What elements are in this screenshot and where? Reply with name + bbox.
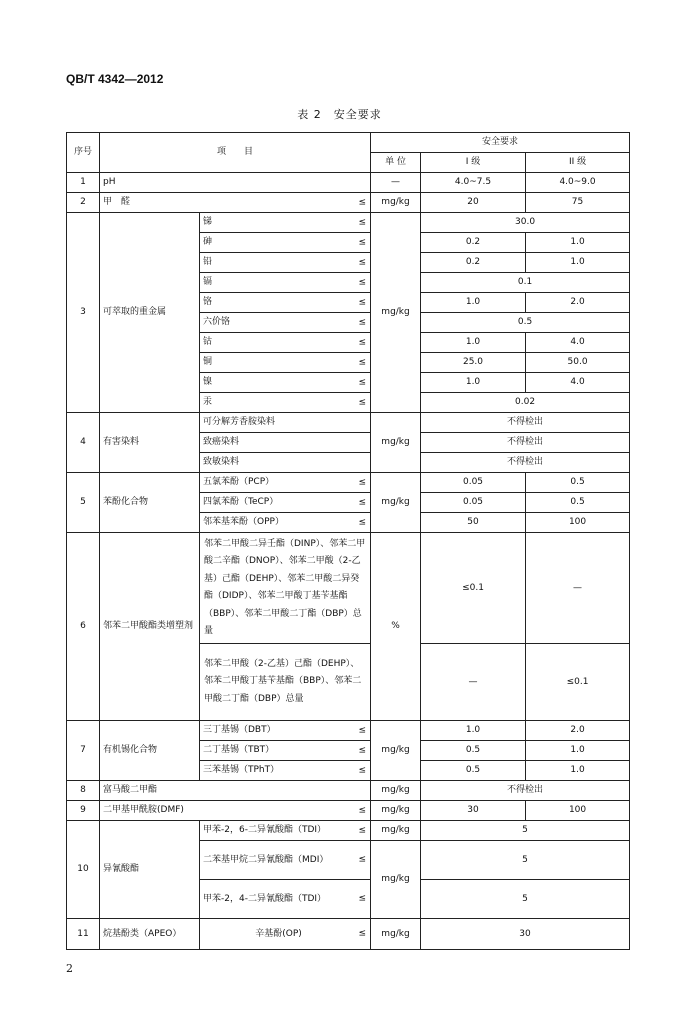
le-sign: ≤ [358, 928, 367, 939]
sub-item [200, 253, 371, 273]
sub-item-label: 锑 [203, 217, 213, 227]
sub-item [200, 841, 371, 880]
le-sign: ≤ [358, 765, 367, 775]
le-sign: ≤ [358, 377, 367, 387]
standard-code: QB/T 4342—2012 [66, 72, 164, 86]
row-grade2: 2.0 [526, 293, 630, 313]
sub-item-label: 镍 [203, 377, 213, 387]
row-grade1: 0.05 [421, 473, 526, 493]
value-both: 不得检出 [421, 433, 630, 453]
row-unit: mg/kg [371, 473, 421, 533]
value-both: 30.0 [421, 213, 630, 233]
row-grade1: 50 [421, 513, 526, 533]
row-unit: mg/kg [371, 821, 421, 841]
row-grade2: — [526, 533, 630, 644]
row-grade2: 4.0 [526, 373, 630, 393]
table-row [67, 213, 630, 233]
sub-item-label: 铬 [203, 297, 213, 307]
le-sign: ≤ [358, 517, 367, 527]
row-grade1: 0.05 [421, 493, 526, 513]
row-grade2: 75 [526, 193, 630, 213]
row-grade1: 30 [421, 801, 526, 821]
sub-item-label: 甲苯-2，4-二异氰酸酯（TDI） [203, 893, 327, 904]
row-grade1: 0.2 [421, 233, 526, 253]
table-row [67, 193, 630, 213]
sub-item [200, 333, 371, 353]
header-safety-req: 安全要求 [371, 133, 630, 153]
table-caption: 表 2 安全要求 [297, 108, 382, 121]
row-grade2: 4.0 [526, 333, 630, 353]
row-item: 可萃取的重金属 [100, 213, 200, 413]
sub-item: 致敏染料 [200, 453, 371, 473]
le-sign: ≤ [358, 825, 367, 835]
row-unit: mg/kg [371, 781, 421, 801]
row-no: 4 [67, 413, 100, 473]
sub-item-label: 六价铬 [203, 317, 231, 327]
sub-item: 邻苯二甲酸二异壬酯（DINP）、邻苯二甲酸二辛酯（DNOP）、邻苯二甲酸（2-乙基）己酯（DEHP）、邻苯二甲酸二异癸酯（DIDP）、邻苯二甲酸丁基苄基酯（BBP）、邻苯二甲酸二丁酯（DBP）总量 [200, 533, 371, 644]
row-grade1: 4.0~7.5 [421, 173, 526, 193]
le-sign: ≤ [358, 397, 367, 407]
sub-item-label: 砷 [203, 237, 213, 247]
value-both: 5 [421, 880, 630, 919]
sub-item: 致癌染料 [200, 433, 371, 453]
sub-item [200, 919, 371, 950]
sub-item [200, 741, 371, 761]
row-grade2: 1.0 [526, 741, 630, 761]
row-item: 烷基酚类（APEO） [100, 919, 200, 950]
sub-item [200, 293, 371, 313]
le-sign: ≤ [358, 197, 367, 207]
row-grade1: 25.0 [421, 353, 526, 373]
row-grade1: 20 [421, 193, 526, 213]
row-grade1: 0.2 [421, 253, 526, 273]
row-no: 3 [67, 213, 100, 413]
row-no: 5 [67, 473, 100, 533]
table-row [67, 801, 630, 821]
row-item: 苯酚化合物 [100, 473, 200, 533]
row-grade2: 1.0 [526, 253, 630, 273]
row-grade1: 1.0 [421, 333, 526, 353]
le-sign: ≤ [358, 745, 367, 755]
row-no: 8 [67, 781, 100, 801]
header-item: 项 目 [100, 133, 371, 173]
le-sign: ≤ [358, 477, 367, 487]
row-unit: mg/kg [371, 413, 421, 473]
le-sign: ≤ [358, 337, 367, 347]
row-item: 有机锡化合物 [100, 721, 200, 781]
sub-item-label: 甲苯-2，6-二异氰酸酯（TDI） [203, 825, 327, 835]
sub-item-label: 镉 [203, 277, 213, 287]
value-both: 30 [421, 919, 630, 950]
le-sign: ≤ [358, 257, 367, 267]
row-grade2: 100 [526, 801, 630, 821]
row-unit: — [371, 173, 421, 193]
row-item-label: 甲 醛 [103, 197, 131, 207]
sub-item-label: 三苯基锡（TPhT） [203, 765, 280, 775]
sub-item [200, 233, 371, 253]
row-grade1: 0.5 [421, 761, 526, 781]
row-item: 富马酸二甲酯 [100, 781, 371, 801]
page-number: 2 [66, 962, 73, 975]
table-row [67, 173, 630, 193]
row-no: 10 [67, 821, 100, 919]
sub-item [200, 213, 371, 233]
sub-item [200, 473, 371, 493]
sub-item [200, 493, 371, 513]
sub-item-label: 四氯苯酚（TeCP） [203, 497, 279, 507]
value-both: 0.5 [421, 313, 630, 333]
table-row [67, 919, 630, 950]
row-item: 有害染料 [100, 413, 200, 473]
table-row [67, 821, 630, 841]
value-both: 5 [421, 841, 630, 880]
sub-item: 邻苯二甲酸（2-乙基）己酯（DEHP）、邻苯二甲酸丁基苄基酯（BBP）、邻苯二甲酸二丁酯（DBP）总量 [200, 644, 371, 721]
row-grade1: 0.5 [421, 741, 526, 761]
row-grade2: 100 [526, 513, 630, 533]
header-grade1: I 级 [421, 153, 526, 173]
le-sign: ≤ [358, 497, 367, 507]
header-no: 序号 [67, 133, 100, 173]
row-grade2: 0.5 [526, 493, 630, 513]
row-grade1: 1.0 [421, 293, 526, 313]
row-no: 9 [67, 801, 100, 821]
row-grade2: 4.0~9.0 [526, 173, 630, 193]
table-header-row [67, 133, 630, 153]
sub-item [200, 761, 371, 781]
row-unit: % [371, 533, 421, 721]
sub-item-label: 铜 [203, 357, 213, 367]
le-sign: ≤ [358, 317, 367, 327]
sub-item-label: 铅 [203, 257, 213, 267]
row-item: 异氰酸酯 [100, 821, 200, 919]
row-grade1: — [421, 644, 526, 721]
row-grade2: 1.0 [526, 233, 630, 253]
row-grade2: 2.0 [526, 721, 630, 741]
table-row [67, 721, 630, 741]
row-no: 7 [67, 721, 100, 781]
row-unit: mg/kg [371, 841, 421, 919]
le-sign: ≤ [358, 357, 367, 367]
row-no: 1 [67, 173, 100, 193]
row-no: 2 [67, 193, 100, 213]
row-grade1: 1.0 [421, 721, 526, 741]
row-unit: mg/kg [371, 919, 421, 950]
row-no: 11 [67, 919, 100, 950]
row-unit: mg/kg [371, 193, 421, 213]
le-sign: ≤ [358, 893, 367, 904]
table-row [67, 781, 630, 801]
le-sign: ≤ [358, 297, 367, 307]
sub-item-label: 辛基酚(OP) [255, 928, 302, 939]
row-item-label: 二甲基甲酰胺(DMF) [103, 805, 184, 815]
row-item [100, 801, 371, 821]
row-grade1: 1.0 [421, 373, 526, 393]
row-unit: mg/kg [371, 801, 421, 821]
value-both: 0.1 [421, 273, 630, 293]
table-row [67, 533, 630, 644]
header-grade2: II 级 [526, 153, 630, 173]
sub-item [200, 273, 371, 293]
sub-item [200, 313, 371, 333]
sub-item: 可分解芳香胺染料 [200, 413, 371, 433]
table-row [67, 473, 630, 493]
le-sign: ≤ [358, 725, 367, 735]
sub-item [200, 373, 371, 393]
row-unit: mg/kg [371, 213, 421, 413]
row-unit: mg/kg [371, 721, 421, 781]
sub-item [200, 513, 371, 533]
value-both: 0.02 [421, 393, 630, 413]
row-grade2: 0.5 [526, 473, 630, 493]
sub-item-label: 三丁基锡（DBT） [203, 725, 276, 735]
le-sign: ≤ [358, 854, 367, 865]
row-grade1: ≤0.1 [421, 533, 526, 644]
sub-item-label: 二丁基锡（TBT） [203, 745, 275, 755]
row-item: pH [100, 173, 371, 193]
value-both: 不得检出 [421, 413, 630, 433]
le-sign: ≤ [358, 217, 367, 227]
sub-item-label: 邻苯基苯酚（OPP） [203, 517, 284, 527]
table-row [67, 413, 630, 433]
value-both: 不得检出 [421, 781, 630, 801]
le-sign: ≤ [358, 805, 367, 815]
sub-item-label: 钴 [203, 337, 213, 347]
sub-item [200, 393, 371, 413]
row-grade2: 1.0 [526, 761, 630, 781]
value-both: 5 [421, 821, 630, 841]
value-both: 不得检出 [421, 453, 630, 473]
row-grade2: ≤0.1 [526, 644, 630, 721]
sub-item [200, 821, 371, 841]
row-item: 邻苯二甲酸酯类增塑剂 [100, 533, 200, 721]
sub-item [200, 880, 371, 919]
row-grade2: 50.0 [526, 353, 630, 373]
sub-item [200, 721, 371, 741]
row-item [100, 193, 371, 213]
sub-item-label: 汞 [203, 397, 213, 407]
le-sign: ≤ [358, 277, 367, 287]
sub-item-label: 五氯苯酚（PCP） [203, 477, 275, 487]
sub-item [200, 353, 371, 373]
le-sign: ≤ [358, 237, 367, 247]
header-unit: 单 位 [371, 153, 421, 173]
sub-item-label: 二苯基甲烷二异氰酸酯（MDI） [203, 854, 329, 865]
row-no: 6 [67, 533, 100, 721]
safety-requirements-table [66, 132, 630, 950]
